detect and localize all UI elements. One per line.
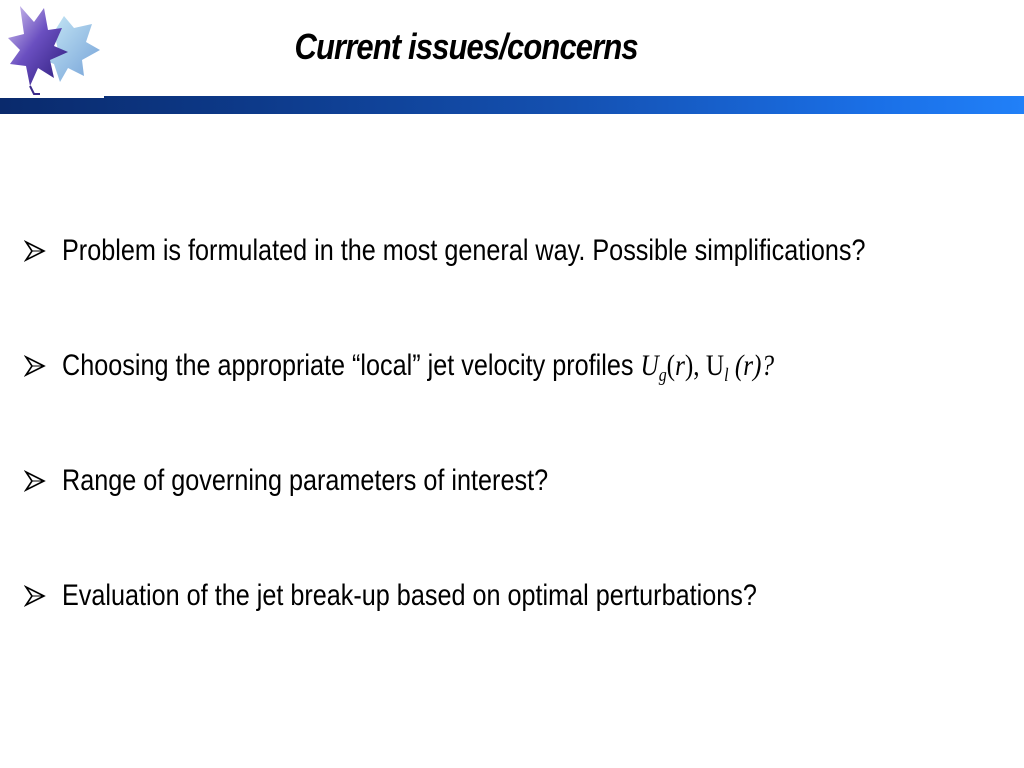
bullet-text: Range of governing parameters of interest?: [62, 464, 549, 497]
formula-u-var: U: [640, 349, 659, 382]
formula-r-var-1: r: [675, 349, 685, 382]
slide-title: Current issues/concerns: [294, 26, 638, 67]
formula-open-paren-2: (: [728, 349, 744, 382]
arrow-bullet-icon: [24, 355, 46, 377]
bullet-text: [62, 349, 775, 386]
formula-close-paren-2: )?: [753, 349, 775, 382]
title-bar-notch: [0, 95, 104, 98]
formula-open-paren-1: (: [666, 349, 676, 382]
bullet-item: [24, 461, 641, 501]
formula-l-subscript: l: [724, 365, 729, 386]
bullet-text-prefix: Choosing the appropriate “local” jet velocity profiles: [62, 349, 641, 382]
bullet-item: [24, 346, 910, 386]
arrow-bullet-icon: [24, 470, 46, 492]
arrow-bullet-icon: [24, 585, 46, 607]
title-bar: [0, 96, 1024, 114]
arrow-bullet-icon: [24, 240, 46, 262]
bullet-item: [24, 576, 889, 616]
bullet-text: Problem is formulated in the most general way. Possible simplifications?: [62, 234, 866, 267]
velocity-profile-formula: [640, 349, 775, 386]
bullet-item: [24, 231, 1019, 271]
bullet-text: Evaluation of the jet break-up based on optimal perturbations?: [62, 579, 757, 612]
formula-g-subscript: g: [658, 365, 667, 386]
formula-close-paren-1: ),: [684, 349, 706, 382]
formula-u-var-2: U: [705, 349, 725, 382]
formula-r-var-2: r: [743, 349, 754, 382]
